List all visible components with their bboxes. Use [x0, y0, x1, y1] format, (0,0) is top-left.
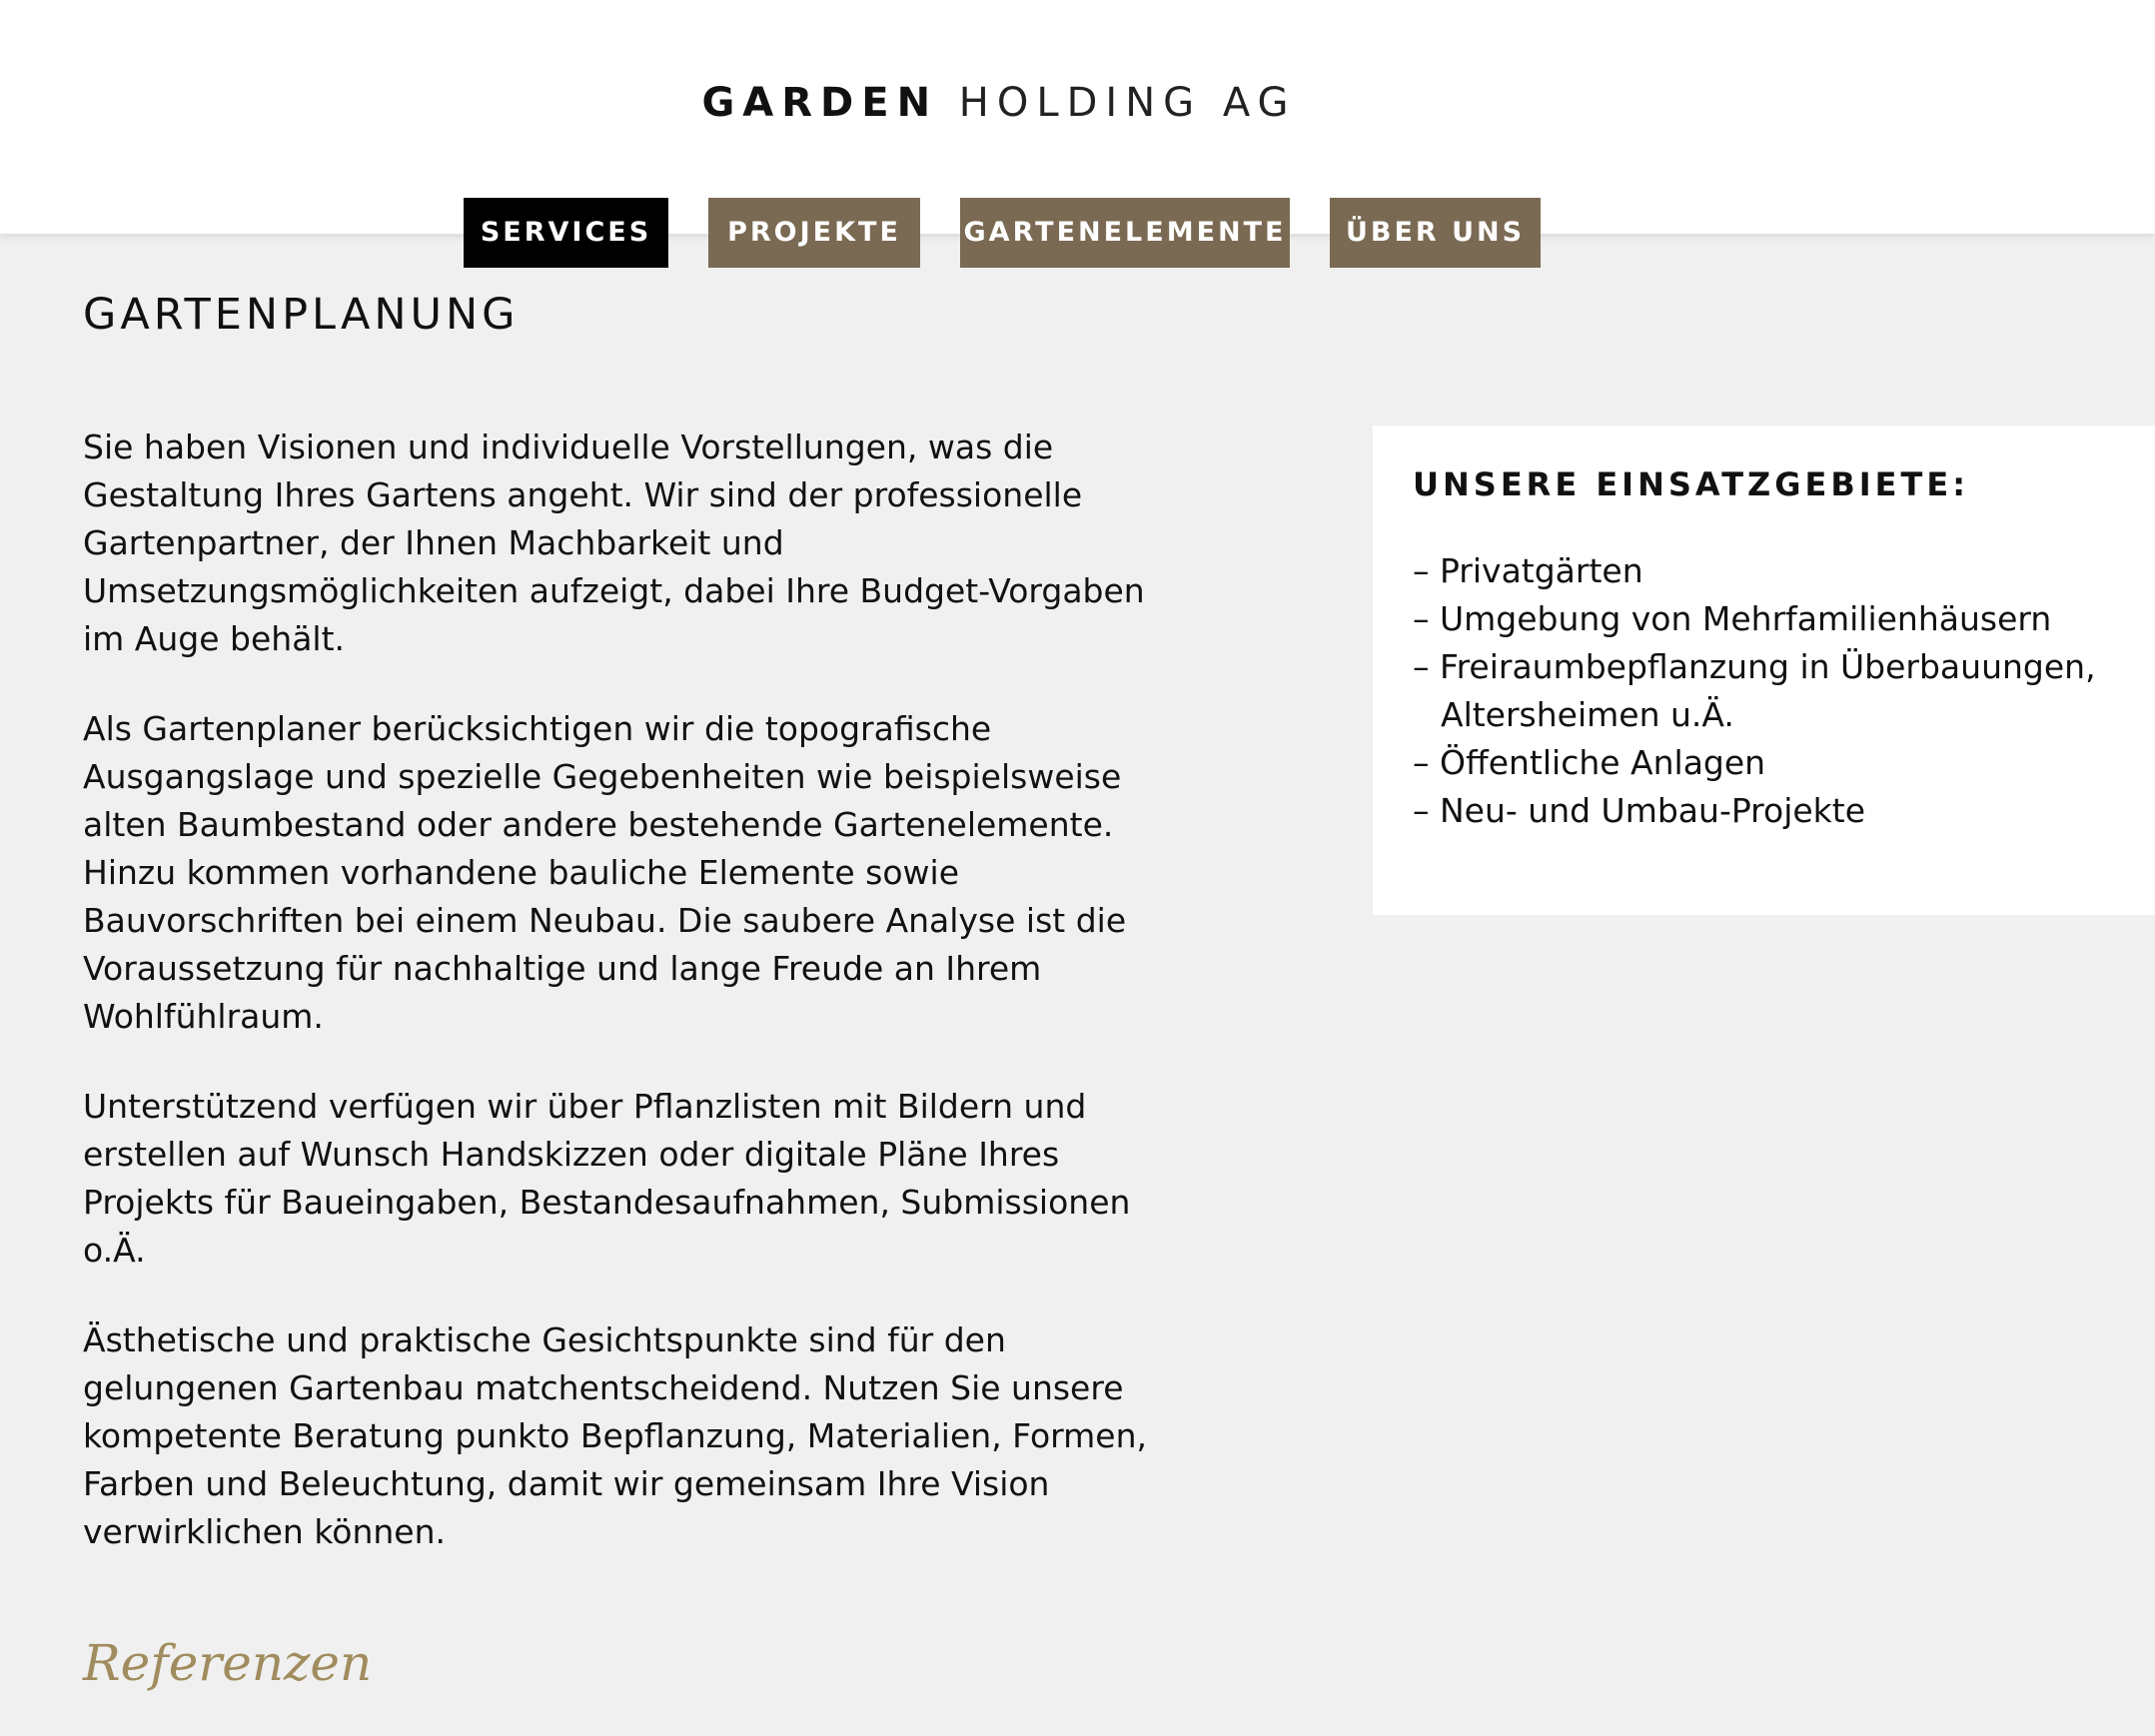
content-paragraph: Unterstützend verfügen wir über Pflanzlisten mit Bildern und erstellen auf Wunsch Handskizzen oder digitale Pläne Ihres Projekts für Baueingaben, Bestandesaufnahmen, Submissionen o.Ä. [83, 1087, 1131, 1270]
nav-item-ueber-uns[interactable]: ÜBER UNS [1330, 198, 1541, 268]
nav-item-services[interactable]: SERVICES [464, 198, 668, 268]
list-item: – Öffentliche Anlagen [1413, 743, 1766, 782]
content-paragraph: Ästhetische und praktische Gesichtspunkte sind für den gelungenen Gartenbau matchentscheidend. Nutzen Sie unsere kompetente Beratung punkto Bepflanzung, Materialien, Formen, Farben und Beleuchtung, damit wir gemeinsam Ihre Vision verwirklichen können. [83, 1320, 1148, 1551]
nav-item-gartenelemente[interactable]: GARTENELEMENTE [960, 198, 1290, 268]
main-nav [0, 198, 2155, 270]
content-paragraph: Sie haben Visionen und individuelle Vorstellungen, was die Gestaltung Ihres Gartens angeht. Wir sind der professionelle Gartenpartner, der Ihnen Machbarkeit und Umsetzungsmöglichkeiten aufzeigt, dabei Ihre Budget-Vorgaben im Auge behält. [83, 428, 1145, 658]
logo-bold-text: GARDEN [701, 80, 939, 126]
content-paragraph: Als Gartenplaner berücksichtigen wir die topografische Ausgangslage und spezielle Gegebenheiten wie beispielsweise alten Baumbestand oder andere bestehende Gartenelemente. Hinzu kommen vorhandene bauliche Elemente sowie Bauvorschriften bei einem Neubau. Die saubere Analyse ist die Voraussetzung für nachhaltige und lange Freude an Ihrem Wohlfühlraum. [83, 709, 1127, 1036]
sidebox-heading: UNSERE EINSATZGEBIETE: [1413, 465, 1969, 503]
nav-item-projekte[interactable]: PROJEKTE [708, 198, 920, 268]
einsatzgebiete-list [1413, 547, 2132, 835]
references-link[interactable]: Referenzen [83, 1634, 373, 1692]
list-item: – Umgebung von Mehrfamilienhäusern [1413, 599, 2052, 638]
logo-light-text: HOLDING AG [958, 80, 1297, 126]
page-title: GARTENPLANUNG [83, 290, 520, 340]
site-logo[interactable] [0, 78, 1998, 128]
einsatzgebiete-box [1373, 426, 2155, 915]
list-item: – Freiraumbepflanzung in Überbauungen, Altersheimen u.Ä. [1413, 647, 2096, 734]
main-content [83, 424, 1162, 1598]
list-item: – Privatgärten [1413, 551, 1643, 590]
list-item: – Neu- und Umbau-Projekte [1413, 791, 1866, 830]
